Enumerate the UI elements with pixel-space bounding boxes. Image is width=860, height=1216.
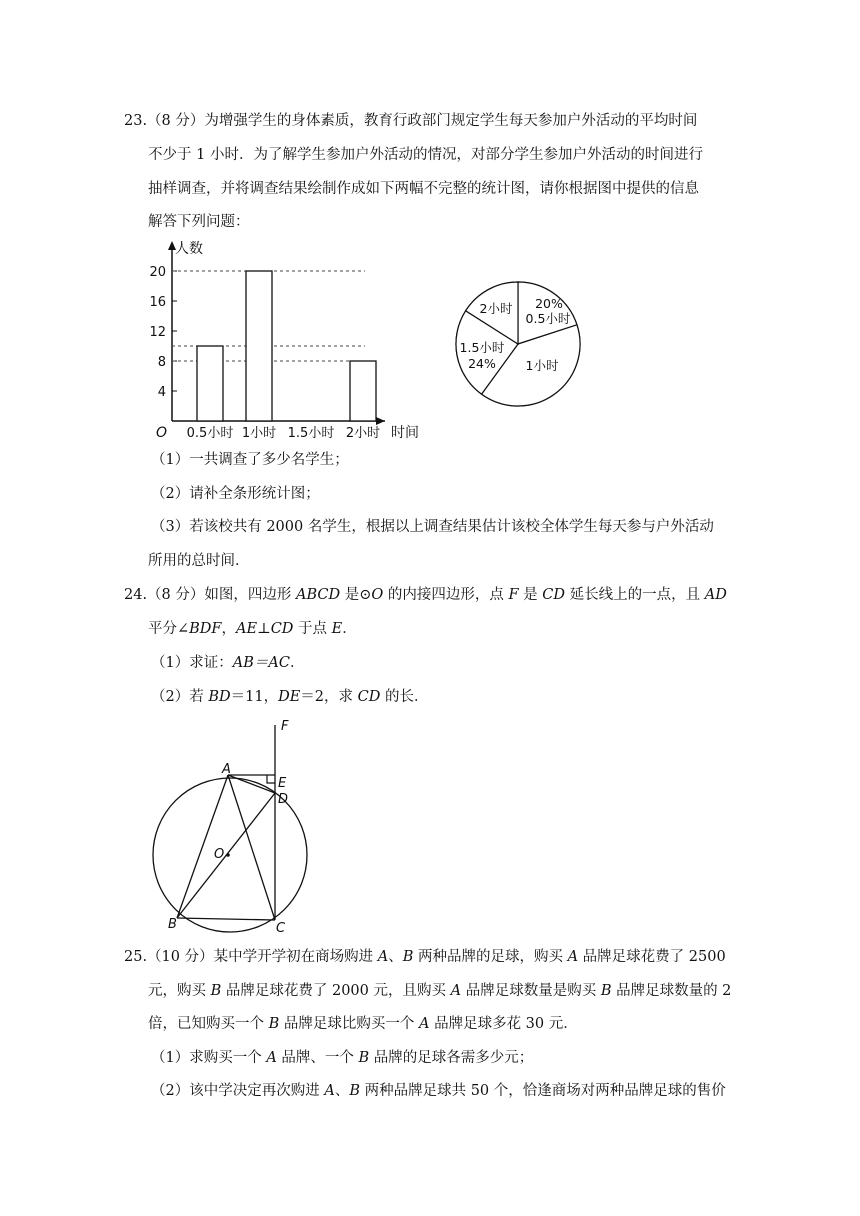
q23-sub-1: （1）一共调查了多少名学生； [151,452,349,468]
x-axis-label: 时间 [391,425,419,441]
pie-label-1-5h-percent: 24% [468,356,496,371]
label-c: C [276,921,286,935]
q24-sub-1: （1）求证：AB＝AC． [151,655,305,671]
q24-line-2: 平分∠BDF，AE⊥CD 于点 E． [148,621,357,637]
label-f: F [281,719,289,734]
pie-chart [450,280,590,420]
bar-chart [140,235,440,445]
segment-bd [177,793,275,918]
pie-label-0-5h: 0.5小时 [525,311,571,326]
pie-label-2h: 2小时 [479,301,513,316]
q23-line-4: 解答下列问题： [148,214,250,230]
y-axis-label: 人数 [175,241,203,257]
q23-line-1: 23.（8 分）为增强学生的身体素质，教育行政部门规定学生每天参加户外活动的平均时间 [124,113,698,129]
x-axis-arrow [376,417,385,425]
origin-label: O [156,425,168,441]
q23-sub-3b: 所用的总时间． [148,553,250,569]
label-b: B [168,917,177,932]
label-d: D [278,792,289,807]
q23-line-3: 抽样调查，并将调查结果绘制作成如下两幅不完整的统计图，请你根据图中提供的信息 [148,181,699,197]
q23-line-2: 不少于 1 小时．为了解学生参加户外活动的情况，对部分学生参加户外活动的时间进行 [148,147,703,163]
label-e: E [278,776,287,791]
right-angle-mark [267,775,275,783]
y-tick-label: 20 [149,265,166,280]
q23-sub-2: （2）请补全条形统计图； [151,486,320,502]
geometry-figure [140,715,320,935]
x-tick-label: 1.5小时 [287,426,335,441]
bar-2 [246,271,272,421]
q23-sub-3a: （3）若该校共有 2000 名学生，根据以上调查结果估计该校全体学生每天参与户外活动 [151,519,714,535]
segment-ad [228,775,275,793]
x-tick-label: 2小时 [345,426,381,441]
y-tick-label: 8 [157,355,166,370]
pie-label-0-5h-percent: 20% [535,296,563,311]
segment-bc [177,918,275,920]
bar-1 [197,346,223,421]
q25-line-1: 25.（10 分）某中学开学初在商场购进 A、B 两种品牌的足球，购买 A 品牌足球花费了 2500 [124,949,726,965]
y-tick-label: 4 [157,385,166,400]
y-tick-label: 16 [149,295,166,310]
q25-line-2: 元，购买 B 品牌足球花费了 2000 元，且购买 A 品牌足球数量是购买 B 品牌足球数量的 2 [148,983,732,999]
q25-line-3: 倍，已知购买一个 B 品牌足球比购买一个 A 品牌足球多花 30 元． [148,1016,578,1032]
x-tick-label: 0.5小时 [186,426,234,441]
label-o: O [214,847,225,862]
x-tick-label: 1小时 [241,426,277,441]
q25-sub-2: （2）该中学决定再次购进 A、B 两种品牌足球共 50 个，恰逢商场对两种品牌足球的售价 [151,1083,726,1099]
label-a: A [222,762,231,777]
q24-line-1: 24.（8 分）如图，四边形 ABCD 是⊙O 的内接四边形，点 F 是 CD 延长线上的一点，且 AD [124,587,727,603]
pie-label-1-5h: 1.5小时 [459,340,505,355]
y-tick-label: 12 [149,325,166,340]
q24-sub-2: （2）若 BD＝11，DE＝2，求 CD 的长． [151,689,429,705]
pie-label-1h: 1小时 [525,358,559,373]
q25-sub-1: （1）求购买一个 A 品牌、一个 B 品牌的足球各需多少元； [151,1050,534,1066]
center-point [226,853,230,857]
segment-ac [228,775,275,920]
bar-4 [350,361,376,421]
